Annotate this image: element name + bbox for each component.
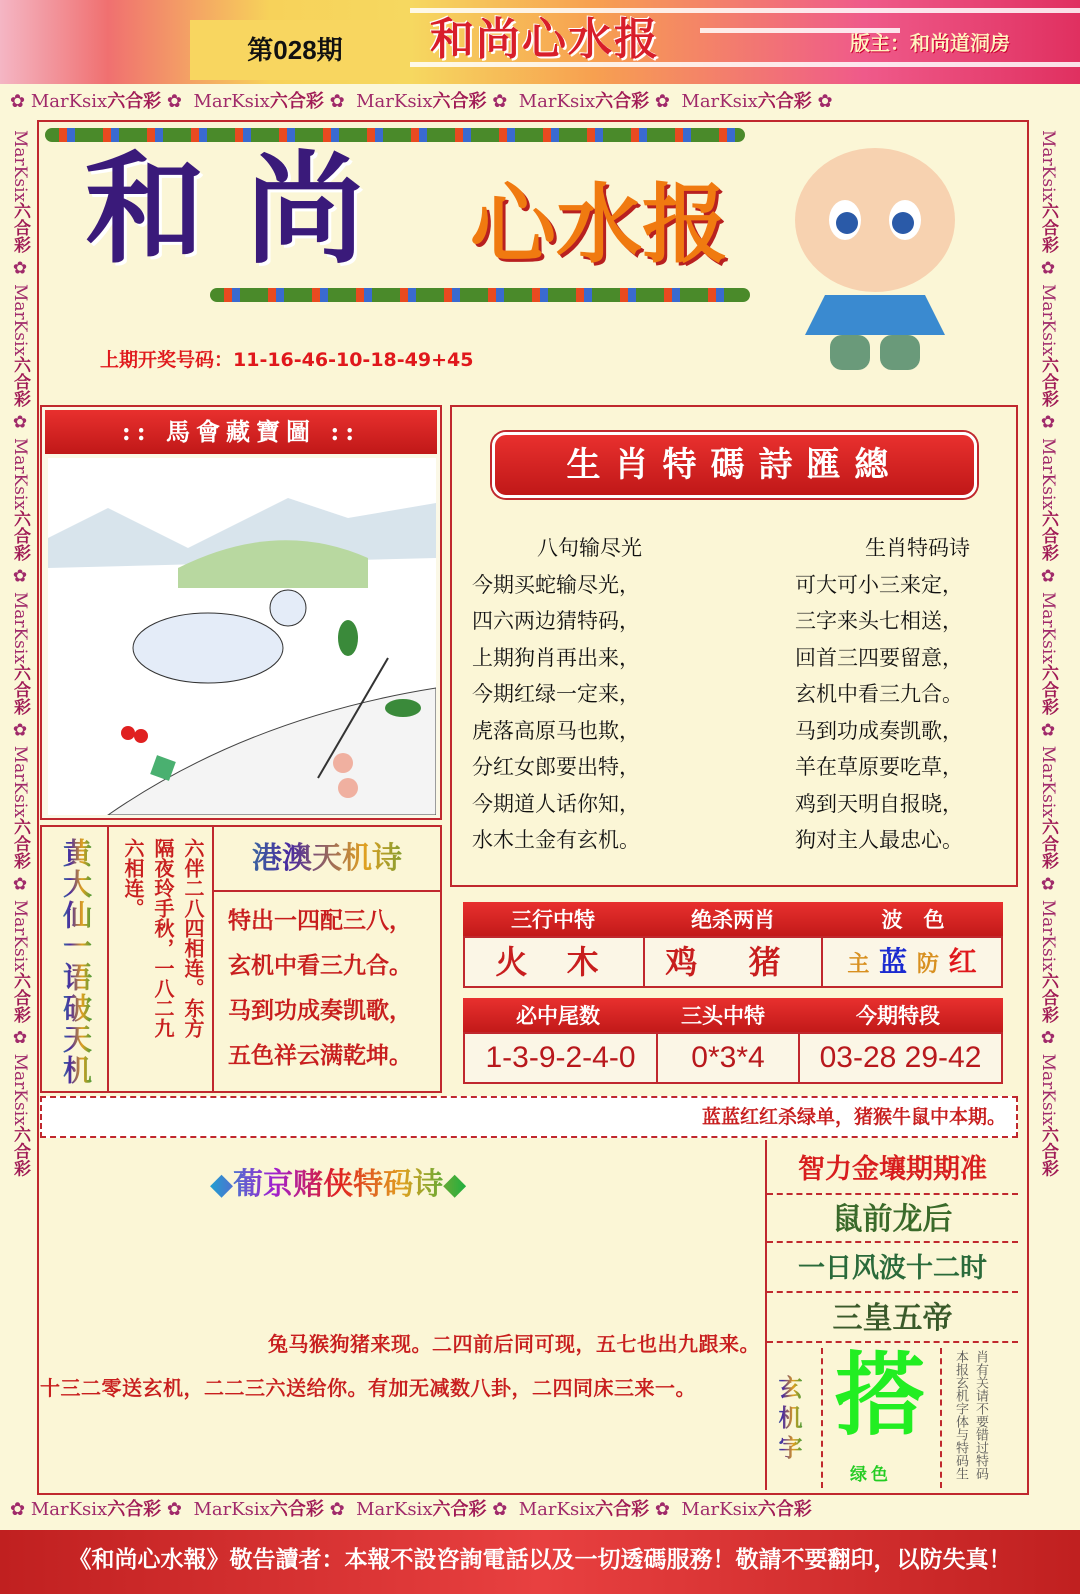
watermark-row-bottom: ✿ MarKsix六合彩 ✿ MarKsix六合彩 ✿ MarKsix六合彩 ✿ MarKsix六合彩 ✿ MarKsix六合彩	[10, 1499, 812, 1520]
table1-header	[463, 902, 1003, 938]
right-row-1: 智力金壤期期准	[767, 1145, 1018, 1195]
poem-line: 马到功成奏凯歌，	[795, 718, 963, 743]
poem-line: 三字来头七相送，	[795, 609, 963, 633]
poem-line: 回首三四要留意，	[795, 645, 963, 670]
poem-right-heading: 生肖特码诗	[865, 536, 970, 560]
poem-line: 虎落高原马也欺，	[472, 718, 640, 743]
header-three-heads: 三头中特	[681, 1004, 765, 1028]
table2-header	[463, 998, 1003, 1034]
masthead-title-monk: 和尚	[85, 139, 405, 280]
header-wave-color: 波 色	[881, 908, 945, 932]
right-row-2: 鼠前龙后	[767, 1197, 1018, 1243]
mystery-note: 本报玄机字体与特码生肖有关请不要错过特码	[953, 1350, 988, 1480]
header-three-elements: 三行中特	[511, 908, 595, 932]
value-special-range: 03-28 29-42	[798, 1032, 1003, 1084]
treasure-map-title: :: 馬會藏寶圖 ::	[45, 410, 437, 454]
divider	[940, 1348, 942, 1488]
flower-vine-bottom	[210, 288, 750, 302]
poem-right	[795, 530, 1020, 859]
mystery-color: 绿色	[850, 1465, 892, 1485]
poem-line: 羊在草原要吃草，	[795, 755, 963, 779]
value-three-heads: 0*3*4	[656, 1032, 800, 1084]
value-kill-two: 鸡 猪	[643, 936, 823, 988]
monk-cartoon-icon	[785, 135, 965, 380]
poem-line: 玄机中看三九合。	[795, 682, 963, 706]
mystery-character: 搭	[835, 1342, 925, 1448]
watermark-column-right: MarKsix六合彩 ✿ MarKsix六合彩 ✿ MarKsix六合彩 ✿ MarKsix六合彩 ✿ MarKsix六合彩 ✿ MarKsix六合彩 ✿ MarKsix六合彩	[1038, 130, 1058, 1177]
poem-line: 狗对主人最忠心。	[795, 828, 963, 852]
banner-prediction: 蓝蓝红红杀绿单，猪猴牛鼠中本期。	[40, 1096, 1018, 1138]
right-row-4: 三皇五帝	[767, 1295, 1018, 1343]
masthead-title-tips: 心水报	[470, 174, 728, 275]
poem-line: 分红女郎要出特，	[472, 755, 640, 779]
poem-line: 水木土金有玄机。	[472, 828, 640, 852]
poem-line: 今期红绿一定来，	[472, 682, 640, 706]
mystery-label: 玄机字	[774, 1375, 803, 1465]
value-tail-numbers: 1-3-9-2-4-0	[463, 1032, 658, 1084]
poems-title: 生肖特碼詩匯總	[492, 432, 977, 498]
poem-line: 上期狗肖再出来，	[472, 645, 640, 670]
hk-macau-poem: 特出一四配三八， 玄机中看三九合。 马到功成奏凯歌， 五色祥云满乾坤。	[228, 907, 412, 1069]
issue-number: 第028期	[190, 20, 400, 80]
last-draw-numbers: 11-16-46-10-18-49+45	[233, 349, 474, 371]
poem-line: 四六两边猜特码，	[472, 609, 640, 633]
poem-line: 今期买蛇输尽光，	[472, 572, 640, 597]
right-row-3: 一日风波十二时	[767, 1245, 1018, 1293]
footer-notice: 《和尚心水報》敬告讀者：本報不設咨詢電話以及一切透碼服務！敬請不要翻印，以防失真！	[0, 1530, 1080, 1594]
header-special-range: 今期特段	[856, 1004, 940, 1028]
hk-macau-title: 港澳天机诗	[214, 830, 440, 892]
treasure-map-image	[48, 458, 436, 815]
watermark-column-left: MarKsix六合彩 ✿ MarKsix六合彩 ✿ MarKsix六合彩 ✿ MarKsix六合彩 ✿ MarKsix六合彩 ✿ MarKsix六合彩 ✿ MarKsix六合彩	[10, 130, 30, 1177]
wong-tai-sin-title: 黄大仙一语破天机	[59, 838, 93, 1086]
header-kill-two: 绝杀两肖	[691, 908, 775, 932]
header-tail-numbers: 必中尾数	[516, 1004, 600, 1028]
pujing-verse: 兔马猴狗猪来现。二四前后同可现，五七也出九跟来。十三二零送玄机，二二三六送给你。有加无减数八卦，二四同床三来一。	[40, 1332, 760, 1400]
poem-line: 鸡到天明自报晓，	[795, 791, 963, 816]
last-draw-result: 上期开奖号码：11-16-46-10-18-49+45	[100, 349, 474, 371]
poem-line: 可大可小三来定，	[795, 572, 963, 597]
poem-left	[472, 530, 712, 859]
newspaper-title: 和尚心水报	[430, 14, 660, 65]
pujing-title: ◆葡京赌侠特码诗◆	[210, 1165, 466, 1205]
editor-label: 版主：和尚道洞房	[850, 31, 1010, 55]
value-three-elements: 火 木	[463, 936, 645, 988]
poem-line: 今期道人话你知，	[472, 791, 640, 816]
watermark-row-top: ✿ MarKsix六合彩 ✿ MarKsix六合彩 ✿ MarKsix六合彩 ✿ MarKsix六合彩 ✿ MarKsix六合彩 ✿	[10, 91, 833, 112]
value-wave-color: 主 蓝 防 红	[821, 936, 1003, 988]
poem-left-heading: 八句输尽光	[537, 536, 642, 560]
divider	[107, 827, 109, 1091]
wong-tai-sin-verse: 六伴二八四相连。东方 隔夜玲手秋，一八二九 六相连。	[121, 838, 205, 1038]
